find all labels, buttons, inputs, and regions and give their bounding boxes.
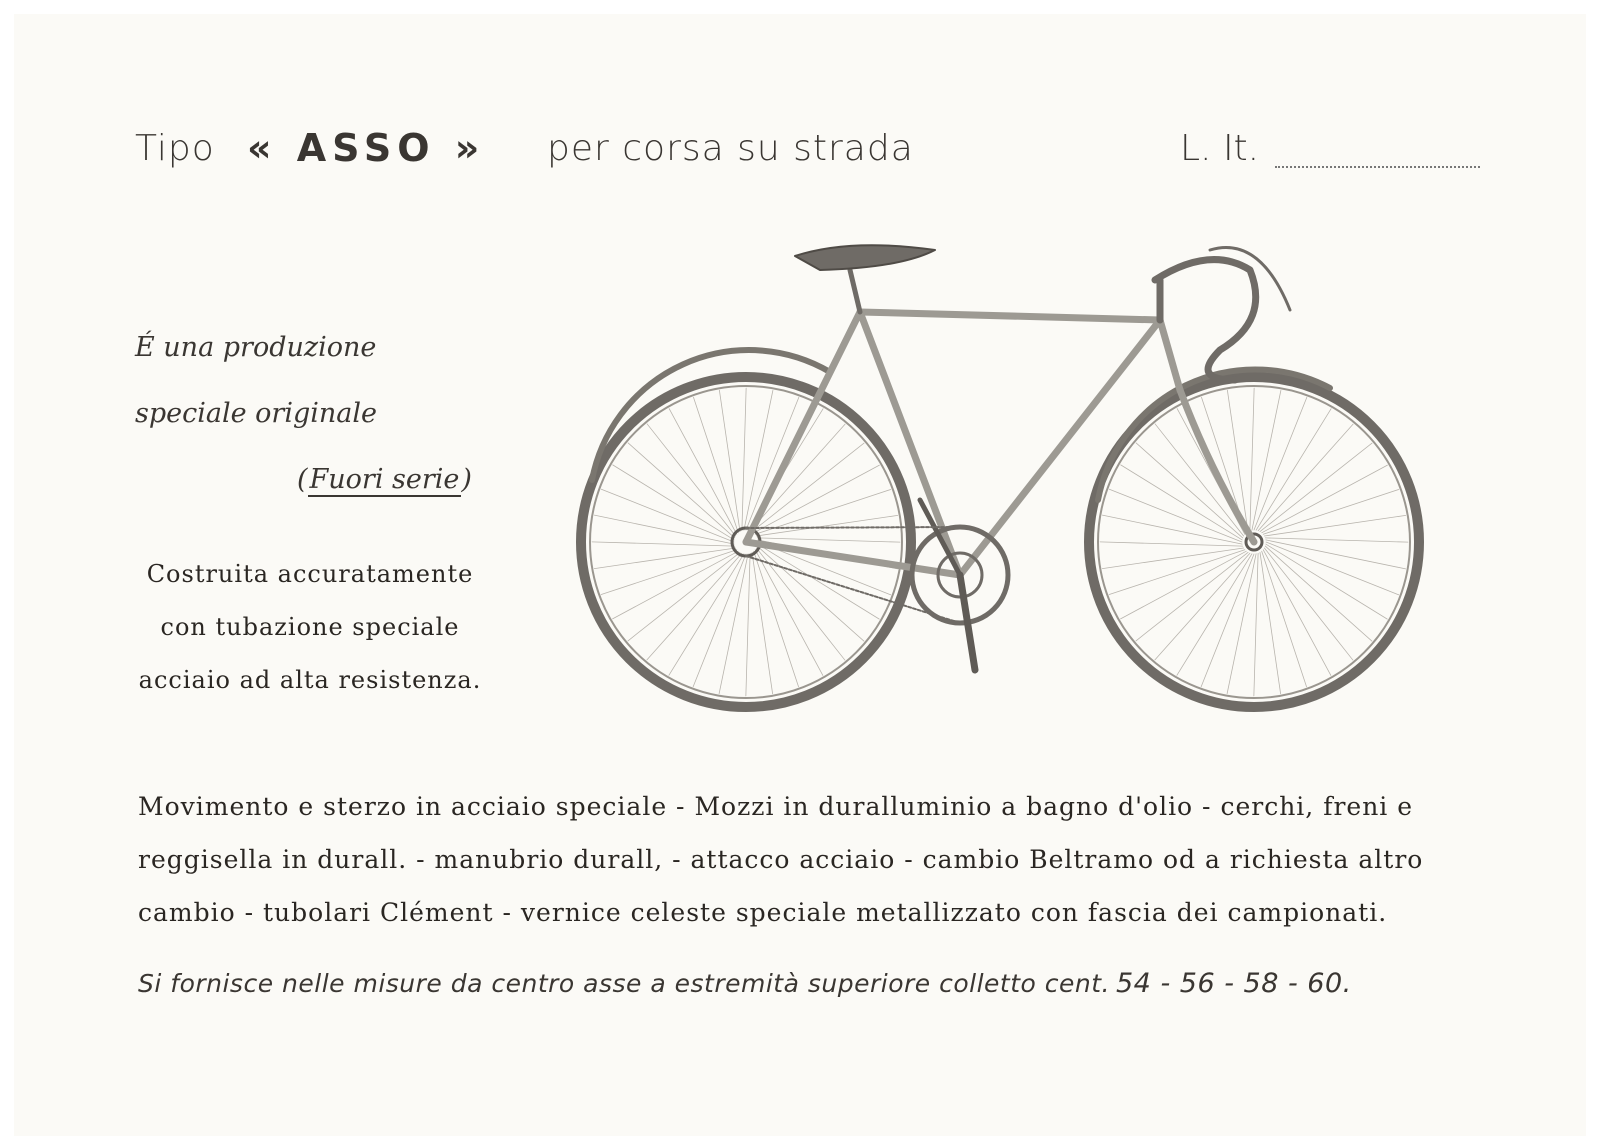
spoke — [1256, 409, 1331, 530]
spoke — [1250, 388, 1254, 531]
intro-line-2: speciale originale — [135, 398, 377, 429]
spoke — [1109, 550, 1245, 595]
spoke — [601, 489, 734, 542]
spoke — [613, 551, 739, 619]
spoke — [742, 388, 746, 531]
spec-line-1: Movimento e sterzo in acciaio speciale - Mozzi in duralluminio a bagno d'olio - cerchi, freni e — [138, 792, 1414, 821]
construction-text — [135, 548, 485, 707]
spoke — [1136, 552, 1248, 640]
spoke — [1266, 544, 1387, 619]
spoke — [669, 409, 737, 535]
spoke — [1155, 553, 1250, 660]
spoke — [1258, 424, 1353, 531]
spoke — [1102, 548, 1243, 569]
spoke — [1263, 489, 1399, 534]
intro-line-1: É una produzione — [135, 332, 377, 363]
spoke — [1201, 554, 1254, 687]
spoke — [693, 397, 738, 533]
fuori-serie-note — [297, 447, 472, 513]
handlebar — [1155, 248, 1290, 381]
spoke — [1121, 551, 1247, 619]
spoke — [754, 465, 880, 533]
sizes-note — [138, 968, 1458, 999]
spoke — [1260, 552, 1281, 693]
paren-close: ) — [461, 464, 472, 495]
spoke — [1265, 538, 1408, 542]
spoke — [1102, 515, 1242, 544]
spoke — [757, 538, 900, 542]
spoke — [1266, 540, 1406, 569]
title-prefix: Tipo — [135, 128, 215, 169]
spoke — [1266, 542, 1399, 595]
spoke — [1262, 465, 1388, 533]
title-suffix: per corsa su strada — [547, 128, 914, 169]
price-blank-line — [1275, 166, 1480, 168]
spec-line-3: cambio - tubolari Clément - vernice celeste speciale metallizzato con fascia dei campionati. — [138, 898, 1388, 927]
spoke — [628, 552, 740, 640]
page-title — [135, 128, 1495, 188]
bicycle-illustration — [570, 230, 1450, 750]
spoke — [756, 548, 844, 660]
spoke — [746, 553, 750, 696]
bicycle-frame — [746, 312, 1254, 575]
paren-open: ( — [297, 464, 308, 495]
spoke — [1254, 553, 1258, 696]
saddle — [795, 245, 935, 312]
fuori-serie-label: Fuori serie — [309, 464, 460, 495]
spoke — [647, 424, 735, 536]
spoke — [613, 465, 734, 540]
spoke — [1263, 550, 1331, 676]
specifications — [138, 780, 1458, 939]
intro-text — [135, 315, 472, 495]
spoke — [1121, 465, 1242, 540]
spoke — [719, 554, 748, 694]
spoke — [1177, 554, 1252, 675]
spoke — [1260, 443, 1372, 531]
spoke — [752, 552, 773, 693]
spoke — [756, 515, 897, 536]
spoke — [592, 542, 735, 546]
construction-line-3: acciaio ad alta resistenza. — [138, 666, 482, 694]
spoke — [1100, 542, 1243, 546]
spoke — [1254, 397, 1307, 530]
spoke — [601, 550, 737, 595]
sizes-text: Si fornisce nelle misure da centro asse a estremità superiore colletto cent. — [138, 969, 1110, 998]
spoke — [754, 551, 799, 687]
spoke — [1252, 390, 1281, 530]
sizes-values: 54 - 56 - 58 - 60. — [1116, 968, 1352, 999]
spoke — [1227, 554, 1256, 694]
spoke — [719, 390, 740, 531]
spoke — [594, 548, 735, 569]
spoke — [647, 553, 742, 660]
spoke — [746, 397, 799, 530]
spoke — [693, 554, 746, 687]
spoke — [628, 443, 735, 538]
spoke — [1264, 548, 1352, 660]
construction-line-2: con tubazione speciale — [160, 613, 460, 641]
price-label: L. It. — [1180, 128, 1260, 169]
spoke — [1262, 551, 1307, 687]
spoke — [752, 443, 864, 531]
spec-line-2: reggisella in durall. - manubrio durall, - attacco acciaio - cambio Beltramo od a richiesta altro — [138, 845, 1424, 874]
spoke — [1265, 546, 1372, 641]
construction-line-1: Costruita accuratamente — [146, 560, 474, 588]
spoke — [594, 515, 734, 544]
spoke — [1109, 489, 1242, 542]
spoke — [1264, 515, 1405, 536]
spoke — [669, 554, 744, 675]
brand-name: « ASSO » — [247, 126, 486, 170]
